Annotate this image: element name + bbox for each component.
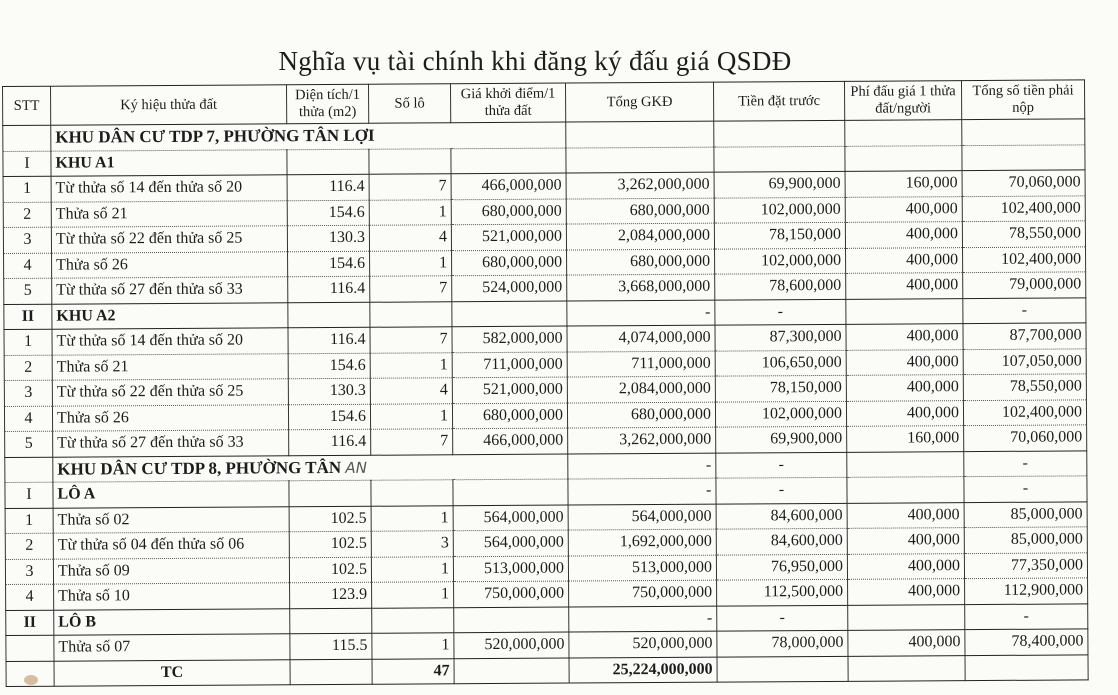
row-pay: 70,060,000	[962, 170, 1085, 196]
group-stt: II	[6, 610, 54, 636]
row-name: Thửa số 02	[53, 506, 289, 533]
blank-cell	[288, 302, 370, 328]
blank-cell	[965, 654, 1088, 680]
row-total: 564,000,000	[568, 504, 716, 530]
header-stt: STT	[3, 86, 51, 125]
row-lots: 1	[370, 352, 452, 378]
row-lots: 1	[371, 505, 453, 531]
row-deposit: 69,900,000	[714, 171, 845, 197]
group-label: KHU A1	[51, 149, 287, 176]
row-lots: 1	[369, 199, 451, 225]
row-total: 3,262,000,000	[568, 427, 716, 453]
row-area: 115.5	[290, 633, 372, 659]
row-pay: 85,000,000	[964, 501, 1087, 527]
row-total: 513,000,000	[568, 555, 716, 581]
row-stt: 3	[5, 559, 53, 585]
blank-cell	[372, 607, 454, 633]
row-area: 123.9	[290, 582, 372, 608]
row-pay: 102,400,000	[963, 399, 1086, 425]
header-ky-hieu: Ký hiệu thửa đất	[51, 85, 287, 125]
blank-cell	[566, 121, 714, 147]
header-tong-so-tien: Tổng số tiền phải nộp	[961, 80, 1084, 120]
row-name: Thửa số 26	[52, 404, 288, 431]
row-lots: 7	[370, 276, 452, 302]
row-deposit: 84,600,000	[716, 503, 847, 529]
row-pay: 77,350,000	[964, 552, 1087, 578]
blank-cell	[962, 119, 1085, 145]
row-pay: 78,550,000	[962, 221, 1085, 247]
row-deposit: 78,150,000	[715, 375, 846, 401]
row-area: 116.4	[289, 429, 371, 455]
row-lots: 1	[370, 403, 452, 429]
blank-cell	[847, 451, 964, 477]
row-stt	[6, 635, 54, 661]
row-total: 680,000,000	[567, 249, 715, 275]
total-lots: 47	[372, 658, 454, 684]
section-title	[53, 454, 568, 483]
dash-cell: -	[567, 300, 715, 326]
section-title: KHU DÂN CƯ TDP 7, PHƯỜNG TÂN LỢI	[51, 122, 566, 151]
dash-cell: -	[568, 453, 716, 479]
row-deposit: 102,000,000	[714, 197, 845, 223]
row-area: 116.4	[288, 327, 370, 353]
row-name: Từ thửa số 22 đến thửa số 25	[51, 226, 287, 253]
dash-cell: -	[717, 605, 848, 631]
row-stt: 2	[5, 533, 53, 559]
row-stt: 2	[4, 355, 52, 381]
header-dien-tich: Diện tích/1 thửa (m2)	[286, 84, 368, 124]
blank-cell	[3, 125, 51, 151]
blank-cell	[290, 608, 372, 634]
document-title: Nghĩa vụ tài chính khi đăng ký đấu giá QSDĐ	[278, 46, 792, 76]
row-name: Từ thửa số 27 đến thửa số 33	[52, 277, 288, 304]
row-deposit: 87,300,000	[715, 324, 846, 350]
dash-cell: -	[716, 452, 847, 478]
blank-cell	[452, 301, 567, 327]
row-fee: 400,000	[846, 247, 963, 273]
blank-cell	[845, 145, 962, 171]
header-phi-dau-gia: Phí đấu giá 1 thửa đất/người	[844, 81, 961, 121]
row-area: 130.3	[287, 225, 369, 251]
row-name: Thửa số 21	[52, 353, 288, 380]
row-stt: 1	[4, 329, 52, 355]
blank-cell	[289, 480, 371, 506]
row-name: Từ thửa số 27 đến thửa số 33	[53, 430, 289, 457]
row-price: 582,000,000	[452, 326, 567, 352]
row-pay: 107,050,000	[963, 348, 1086, 374]
section-title-text: KHU DÂN CƯ TDP 8, PHƯỜNG TÂN	[57, 457, 342, 479]
group-stt: I	[3, 151, 51, 177]
row-stt: 1	[3, 176, 51, 202]
blank-cell	[454, 658, 569, 684]
blank-cell	[451, 148, 566, 174]
group-label: KHU A2	[52, 302, 288, 329]
group-label: LÔ B	[54, 608, 290, 635]
row-deposit: 78,600,000	[715, 273, 846, 299]
row-fee: 400,000	[846, 324, 963, 350]
khu-a2-rows	[4, 323, 1087, 457]
blank-cell	[453, 479, 568, 505]
row-stt: 2	[3, 202, 51, 228]
khu-a1-rows	[3, 170, 1086, 304]
row-lots: 1	[370, 250, 452, 276]
row-stt: 3	[4, 380, 52, 406]
row-stt: 5	[5, 431, 53, 457]
row-total: 520,000,000	[569, 631, 717, 657]
row-deposit: 112,500,000	[717, 579, 848, 605]
row-stt: 3	[3, 227, 51, 253]
row-lots: 1	[372, 582, 454, 608]
row-price: 466,000,000	[453, 428, 568, 454]
row-price: 466,000,000	[451, 173, 566, 199]
row-name: Thửa số 10	[54, 583, 290, 610]
total-gkd: 25,224,000,000	[569, 657, 717, 683]
row-price: 520,000,000	[454, 632, 569, 658]
dash-cell: -	[964, 450, 1087, 476]
row-fee: 400,000	[848, 579, 965, 605]
row-pay: 85,000,000	[964, 527, 1087, 553]
row-pay: 112,900,000	[965, 578, 1088, 604]
row-price: 521,000,000	[451, 224, 566, 250]
row-total: 3,668,000,000	[567, 274, 715, 300]
dash-cell: -	[568, 478, 716, 504]
blank-cell	[5, 457, 53, 483]
row-fee: 400,000	[846, 273, 963, 299]
total-label: TC	[54, 659, 290, 686]
blank-cell	[848, 604, 965, 630]
row-name: Từ thửa số 14 đến thửa số 20	[52, 328, 288, 355]
row-stt: 1	[5, 508, 53, 534]
row-price: 564,000,000	[453, 530, 568, 556]
row-name: Thửa số 26	[52, 251, 288, 278]
row-fee: 400,000	[848, 630, 965, 656]
row-deposit: 78,150,000	[714, 222, 845, 248]
row-lots: 7	[371, 429, 453, 455]
row-pay: 79,000,000	[963, 272, 1086, 298]
row-lots: 4	[369, 225, 451, 251]
row-lots: 7	[370, 327, 452, 353]
row-total: 2,084,000,000	[566, 223, 714, 249]
financial-obligation-table	[2, 79, 1089, 687]
dash-cell: -	[964, 476, 1087, 502]
row-fee: 400,000	[846, 400, 963, 426]
dash-cell: -	[569, 606, 717, 632]
header-tong-gkd: Tổng GKĐ	[565, 82, 713, 122]
row-pay: 70,060,000	[964, 425, 1087, 451]
row-price: 564,000,000	[453, 505, 568, 531]
row-name: Thửa số 21	[51, 200, 287, 227]
row-price: 750,000,000	[454, 581, 569, 607]
header-gia-khoi-diem: Giá khởi điểm/1 thửa đất	[450, 83, 565, 123]
paper-stain	[24, 675, 38, 685]
row-total: 680,000,000	[567, 402, 715, 428]
row-price: 521,000,000	[452, 377, 567, 403]
row-area: 116.4	[287, 174, 369, 200]
row-area: 116.4	[288, 276, 370, 302]
row-area: 154.6	[288, 404, 370, 430]
row-total: 750,000,000	[569, 580, 717, 606]
row-name: Từ thửa số 14 đến thửa số 20	[51, 175, 287, 202]
row-name: Thửa số 09	[53, 557, 289, 584]
row-deposit: 69,900,000	[716, 426, 847, 452]
group-stt: II	[4, 304, 52, 330]
row-deposit: 78,000,000	[717, 630, 848, 656]
row-deposit: 102,000,000	[715, 401, 846, 427]
lo-a-rows	[5, 501, 1088, 610]
row-price: 680,000,000	[451, 199, 566, 225]
row-price: 524,000,000	[452, 275, 567, 301]
row-area: 130.3	[288, 378, 370, 404]
handwritten-note: AN	[345, 458, 367, 477]
row-fee: 400,000	[845, 222, 962, 248]
row-stt: 5	[4, 278, 52, 304]
row-area: 102.5	[289, 557, 371, 583]
header-tien-dat-truoc: Tiền đặt trước	[713, 81, 844, 121]
dash-cell: -	[963, 297, 1086, 323]
row-name: Từ thửa số 04 đến thửa số 06	[53, 532, 289, 559]
row-total: 1,692,000,000	[568, 529, 716, 555]
row-price: 711,000,000	[452, 352, 567, 378]
blank-cell	[287, 149, 369, 175]
table-header-row	[3, 80, 1085, 126]
row-stt: 4	[4, 406, 52, 432]
row-deposit: 106,650,000	[715, 350, 846, 376]
row-pay: 78,550,000	[963, 374, 1086, 400]
dash-cell: -	[965, 603, 1088, 629]
row-pay: 102,400,000	[962, 195, 1085, 221]
blank-cell	[566, 147, 714, 173]
row-lots: 7	[369, 174, 451, 200]
blank-cell	[714, 120, 845, 146]
row-lots: 4	[370, 378, 452, 404]
row-area: 154.6	[288, 251, 370, 277]
row-fee: 400,000	[846, 349, 963, 375]
blank-cell	[371, 480, 453, 506]
dash-cell: -	[716, 477, 847, 503]
row-fee: 160,000	[847, 426, 964, 452]
row-total: 2,084,000,000	[567, 376, 715, 402]
row-pay: 78,400,000	[965, 629, 1088, 655]
row-price: 513,000,000	[453, 556, 568, 582]
blank-cell	[848, 655, 965, 681]
row-total: 680,000,000	[566, 198, 714, 224]
blank-cell	[290, 659, 372, 685]
row-price: 680,000,000	[452, 250, 567, 276]
row-stt: 4	[6, 584, 54, 610]
row-deposit: 76,950,000	[716, 554, 847, 580]
row-fee: 400,000	[847, 502, 964, 528]
row-total: 4,074,000,000	[567, 325, 715, 351]
row-fee: 400,000	[845, 196, 962, 222]
row-fee: 400,000	[846, 375, 963, 401]
row-lots: 1	[371, 556, 453, 582]
row-stt: 4	[4, 253, 52, 279]
row-fee: 400,000	[847, 553, 964, 579]
dash-cell: -	[715, 299, 846, 325]
row-name: Từ thửa số 22 đến thửa số 25	[52, 379, 288, 406]
row-pay: 87,700,000	[963, 323, 1086, 349]
row-deposit: 84,600,000	[716, 528, 847, 554]
row-fee: 160,000	[845, 171, 962, 197]
header-so-lo: Số lô	[368, 84, 450, 124]
blank-cell	[369, 148, 451, 174]
row-pay: 102,400,000	[963, 246, 1086, 272]
blank-cell	[845, 120, 962, 146]
blank-cell	[962, 144, 1085, 170]
row-total: 711,000,000	[567, 351, 715, 377]
blank-cell	[717, 656, 848, 682]
blank-cell	[847, 477, 964, 503]
row-area: 154.6	[287, 200, 369, 226]
blank-cell	[454, 607, 569, 633]
row-lots: 3	[371, 531, 453, 557]
row-fee: 400,000	[847, 528, 964, 554]
total-row	[6, 654, 1088, 686]
row-name: Thửa số 07	[54, 634, 290, 661]
blank-cell	[370, 301, 452, 327]
row-deposit: 102,000,000	[715, 248, 846, 274]
row-area: 154.6	[288, 353, 370, 379]
blank-cell	[714, 146, 845, 172]
row-price: 680,000,000	[452, 403, 567, 429]
blank-cell	[846, 298, 963, 324]
group-label: LÔ A	[53, 481, 289, 508]
row-area: 102.5	[289, 531, 371, 557]
row-lots: 1	[372, 633, 454, 659]
group-stt: I	[5, 482, 53, 508]
row-total: 3,262,000,000	[566, 172, 714, 198]
row-area: 102.5	[289, 506, 371, 532]
